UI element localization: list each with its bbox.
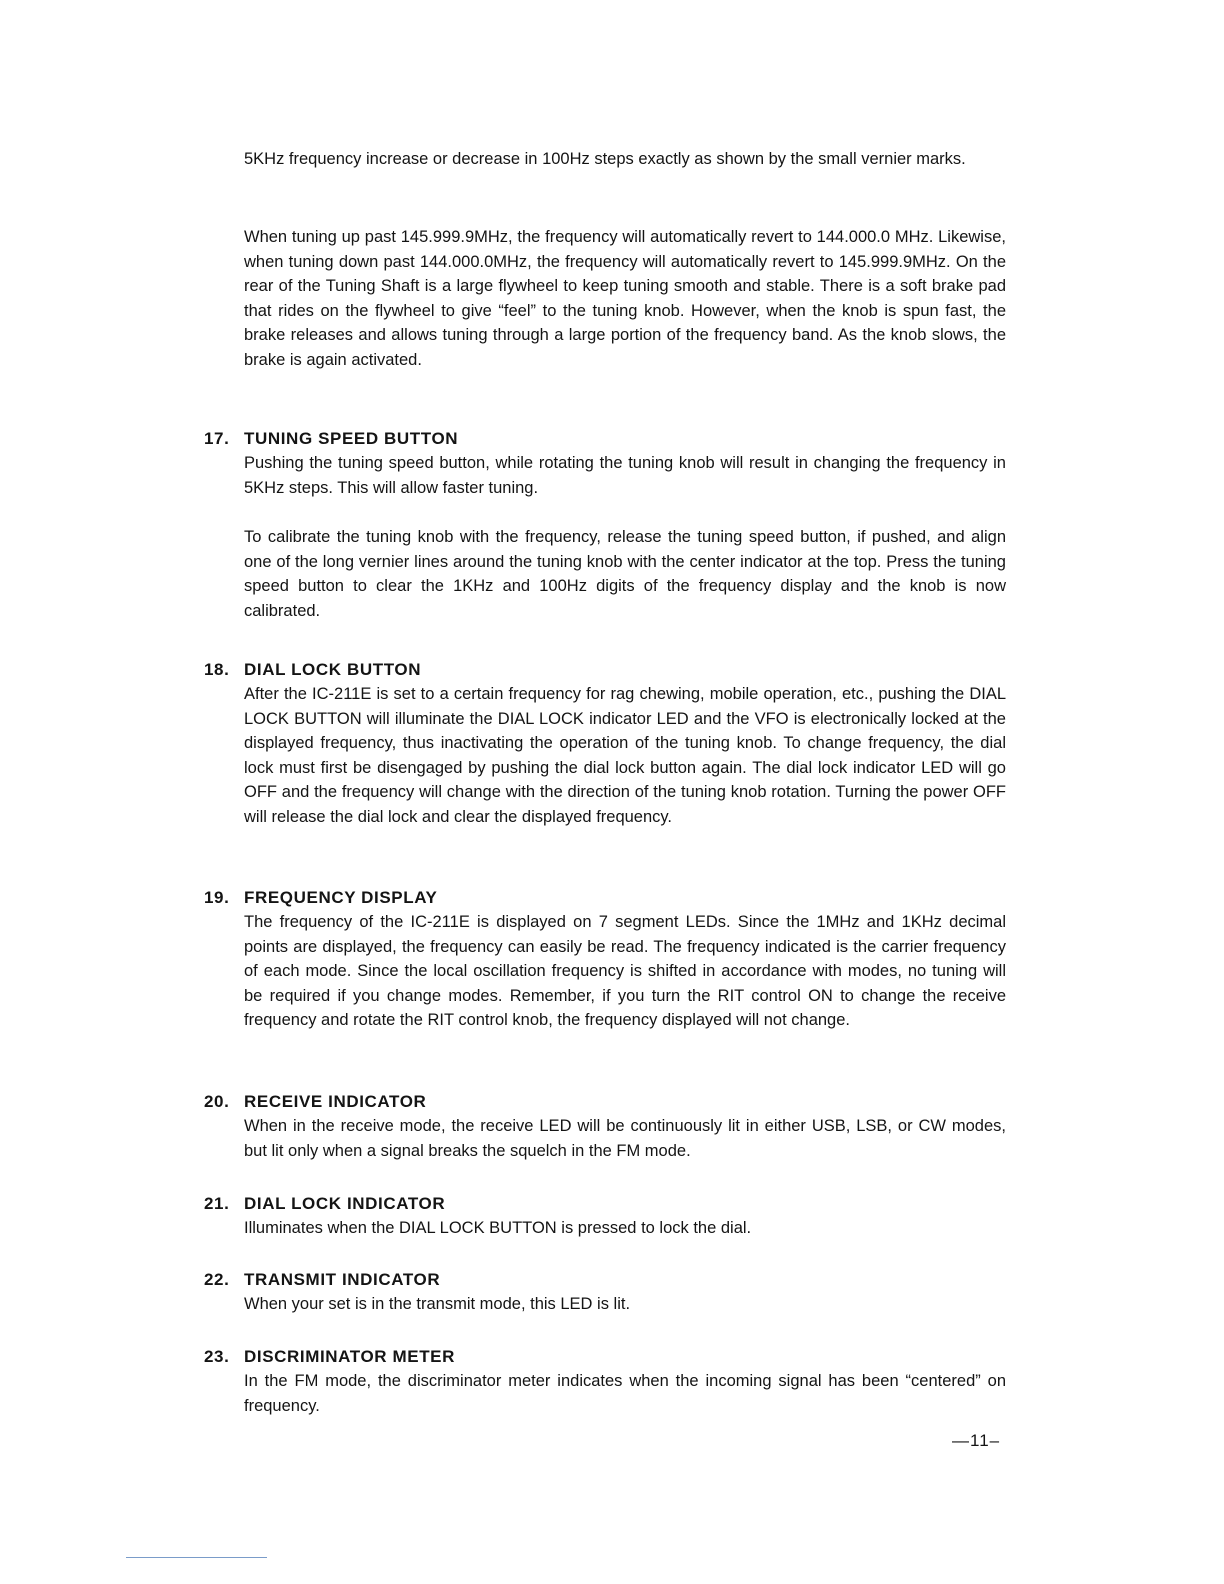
section-paragraph: When your set is in the transmit mode, this LED is lit. <box>244 1295 631 1313</box>
section-frequency-display <box>204 886 1006 1033</box>
section-body <box>244 1216 1006 1241</box>
section-body <box>244 682 1006 830</box>
section-title: TRANSMIT INDICATOR <box>244 1270 441 1289</box>
section-paragraph: When in the receive mode, the receive LED will be continuously lit in either USB, LSB, or CW modes, but lit only when a signal breaks the squelch in the FM mode. <box>244 1117 1006 1160</box>
section-body <box>244 451 1006 624</box>
section-transmit-indicator <box>204 1268 1006 1317</box>
section-title: DIAL LOCK BUTTON <box>244 660 422 679</box>
section-paragraph: To calibrate the tuning knob with the frequency, release the tuning speed button, if pushed, and align one of the long vernier lines around the tuning knob with the center indicator at the top. Press the tuning speed button to clear the 1KHz and 100Hz digits of the frequency display and the knob is now calibrated. <box>244 528 1006 620</box>
section-heading <box>204 1345 1006 1369</box>
intro-paragraph-1: 5KHz frequency increase or decrease in 100Hz steps exactly as shown by the small vernier marks. <box>244 150 966 168</box>
section-title: DISCRIMINATOR METER <box>244 1347 455 1366</box>
section-number: 23. <box>204 1347 230 1366</box>
section-heading <box>204 427 1006 451</box>
section-paragraph: The frequency of the IC-211E is displayed on 7 segment LEDs. Since the 1MHz and 1KHz decimal points are displayed, the frequency can easily be read. The frequency indicated is the carrier frequency of each mode. Since the local oscillation frequency is shifted in accordance with modes, no tuning will be required if you change modes. Remember, if you turn the RIT control ON to change the receive frequency and rotate the RIT control knob, the frequency displayed will not change. <box>244 913 1006 1030</box>
section-title: DIAL LOCK INDICATOR <box>244 1194 446 1213</box>
footer-divider <box>126 1557 267 1558</box>
section-receive-indicator <box>204 1090 1006 1163</box>
page-number: —11– <box>952 1431 1001 1450</box>
section-heading <box>204 1192 1006 1216</box>
section-number: 18. <box>204 660 230 679</box>
section-title: TUNING SPEED BUTTON <box>244 429 459 448</box>
section-body <box>244 1114 1006 1163</box>
section-number: 19. <box>204 888 230 907</box>
section-title: FREQUENCY DISPLAY <box>244 888 438 907</box>
section-tuning-speed-button <box>204 427 1006 624</box>
section-heading <box>204 886 1006 910</box>
section-body <box>244 1292 1006 1317</box>
section-heading <box>204 1268 1006 1292</box>
section-heading <box>204 1090 1006 1114</box>
section-body <box>244 910 1006 1033</box>
section-paragraph: Illuminates when the DIAL LOCK BUTTON is pressed to lock the dial. <box>244 1219 752 1237</box>
section-paragraph: After the IC-211E is set to a certain frequency for rag chewing, mobile operation, etc., pushing the DIAL LOCK BUTTON will illuminate the DIAL LOCK indicator LED and the VFO is electronically locked at the displayed frequency, thus inactivating the operation of the tuning knob. To change frequency, the dial lock must first be disengaged by pushing the dial lock button again. The dial lock indicator LED will go OFF and the frequency will change with the direction of the tuning knob rotation. Turning the power OFF will release the dial lock and clear the displayed frequency. <box>244 685 1006 826</box>
section-paragraph: In the FM mode, the discriminator meter indicates when the incoming signal has been “centered” on frequency. <box>244 1372 1006 1415</box>
section-number: 17. <box>204 429 230 448</box>
section-paragraph: Pushing the tuning speed button, while rotating the tuning knob will result in changing the frequency in 5KHz steps. This will allow faster tuning. <box>244 454 1006 497</box>
section-heading <box>204 658 1006 682</box>
section-body <box>244 1369 1006 1418</box>
section-dial-lock-indicator <box>204 1192 1006 1241</box>
section-number: 20. <box>204 1092 230 1111</box>
intro-paragraph-2: When tuning up past 145.999.9MHz, the frequency will automatically revert to 144.000.0 MHz. Likewise, when tuning down past 144.000.0MHz, the frequency will automatically revert to 145.999.9MHz. On the rear of the Tuning Shaft is a large flywheel to keep tuning smooth and stable. There is a soft brake pad that rides on the flywheel to give “feel” to the tuning knob. However, when the knob is spun fast, the brake releases and allows tuning through a large portion of the frequency band. As the knob slows, the brake is again activated. <box>244 228 1006 369</box>
section-dial-lock-button <box>204 658 1006 830</box>
section-title: RECEIVE INDICATOR <box>244 1092 427 1111</box>
section-discriminator-meter <box>204 1345 1006 1418</box>
section-number: 21. <box>204 1194 230 1213</box>
section-number: 22. <box>204 1270 230 1289</box>
